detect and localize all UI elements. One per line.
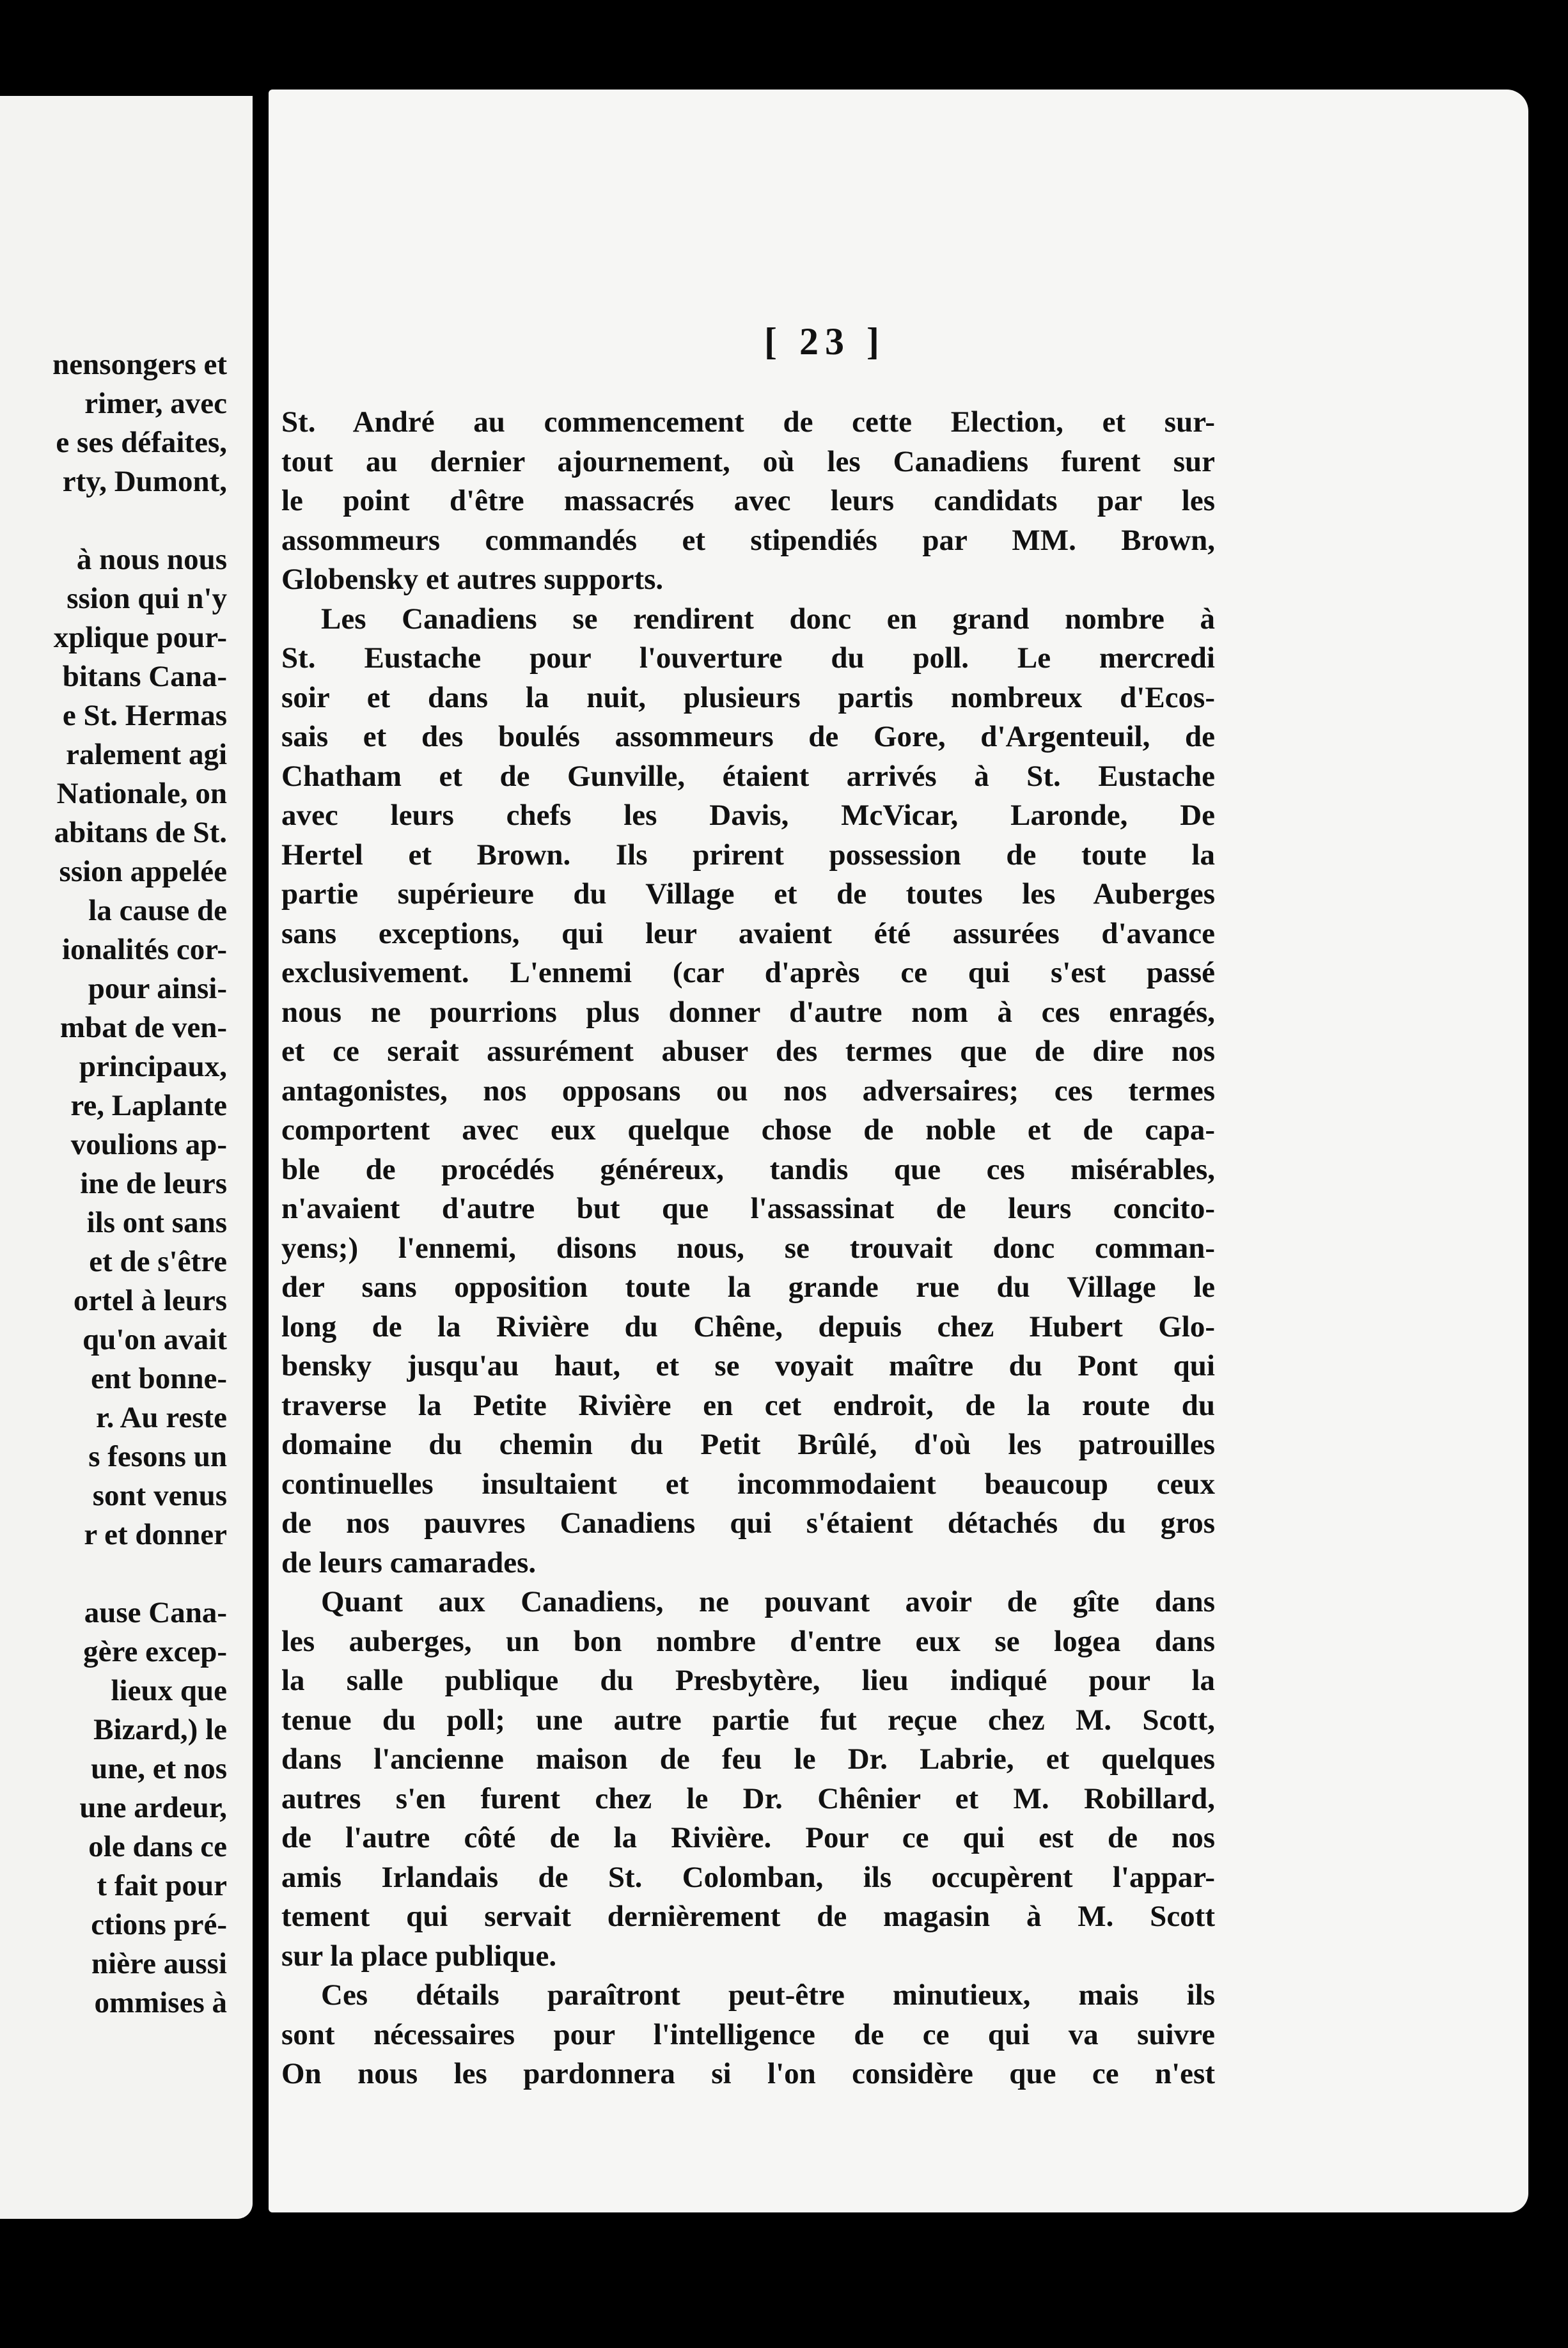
text-line: Hertel et Brown. Ils prirent possession de toute la (281, 838, 1215, 872)
left-page-text-column (52, 345, 227, 2023)
text-line: sans exceptions, qui leur avaient été assurées d'avance (281, 916, 1215, 950)
text-line: autres s'en furent chez le Dr. Chênier et M. Robillard, (281, 1781, 1215, 1815)
text-line: nous ne pourrions plus donner d'autre nom à ces enragés, (281, 995, 1215, 1029)
text-line: ole dans ce (88, 1830, 227, 1863)
text-line: lieux que (111, 1674, 227, 1707)
paragraph-start-line: Quant aux Canadiens, ne pouvant avoir de gîte dans (321, 1585, 1215, 1618)
text-line: et de s'être (89, 1245, 227, 1278)
text-line: nière aussi (91, 1947, 227, 1980)
text-line: ionalités cor- (62, 933, 227, 966)
text-line: der sans opposition toute la grande rue du Village le (281, 1271, 1215, 1304)
text-line: ctions pré- (91, 1908, 227, 1941)
text-line: On nous les pardonnera si l'on considère que ce n'est (281, 2057, 1215, 2090)
text-line: une ardeur, (79, 1791, 227, 1824)
text-line: Nationale, on (56, 777, 227, 810)
text-line: avec leurs chefs les Davis, McVicar, Laronde, De (281, 799, 1215, 832)
text-line: pour ainsi- (88, 972, 227, 1005)
text-line: la cause de (88, 894, 227, 927)
text-line: comportent avec eux quelque chose de noble et de capa- (281, 1113, 1215, 1147)
text-line: bensky jusqu'au haut, et se voyait maître du Pont qui (281, 1349, 1215, 1382)
body-text (281, 403, 1215, 2094)
text-line: Chatham et de Gunville, étaient arrivés à St. Eustache (281, 759, 1215, 793)
text-line: le point d'être massacrés avec leurs candidats par les (281, 484, 1215, 517)
text-line (52, 501, 227, 540)
text-line: exclusivement. L'ennemi (car d'après ce qui s'est passé (281, 956, 1215, 989)
text-line: mbat de ven- (59, 1011, 227, 1044)
text-line: e St. Hermas (62, 699, 227, 732)
text-line: ent bonne- (91, 1362, 227, 1395)
text-line: sais et des boulés assommeurs de Gore, d'Argenteuil, de (281, 720, 1215, 753)
text-line: sont venus (92, 1479, 227, 1512)
text-line: ssion qui n'y (67, 582, 227, 615)
text-line: Globensky et autres supports. (281, 563, 664, 596)
text-line: de nos pauvres Canadiens qui s'étaient détachés du gros (281, 1507, 1215, 1540)
text-line: rty, Dumont, (62, 465, 227, 498)
text-line: r. Au reste (96, 1401, 227, 1434)
text-line: e ses défaites, (56, 426, 227, 459)
text-line: de l'autre côté de la Rivière. Pour ce qui est de nos (281, 1821, 1215, 1854)
text-line: tenue du poll; une autre partie fut reçue chez M. Scott, (281, 1703, 1215, 1737)
text-line: n'avaient d'autre but que l'assassinat de leurs concito- (281, 1192, 1215, 1225)
text-line: domaine du chemin du Petit Brûlé, d'où les patrouilles (281, 1428, 1215, 1461)
text-line: ble de procédés généreux, tandis que ces misérables, (281, 1152, 1215, 1186)
text-line: St. André au commencement de cette Election, et sur- (281, 405, 1215, 439)
text-line: et ce serait assurément abuser des termes que de dire nos (281, 1035, 1215, 1068)
text-line: ine de leurs (80, 1167, 227, 1200)
text-line: une, et nos (91, 1752, 227, 1785)
text-line: sont nécessaires pour l'intelligence de ce qui va suivre (281, 2017, 1215, 2051)
text-line: ralement agi (66, 738, 227, 771)
text-line: les auberges, un bon nombre d'entre eux se logea dans (281, 1624, 1215, 1658)
text-line: ortel à leurs (73, 1284, 227, 1317)
text-line: r et donner (84, 1518, 227, 1551)
paragraph-start-line: Les Canadiens se rendirent donc en grand nombre à (321, 602, 1215, 636)
left-page (0, 96, 253, 2219)
text-line: ils ont sans (86, 1206, 227, 1239)
paragraph-start-line: Ces détails paraîtront peut-être minutieux, mais ils (321, 1978, 1215, 2012)
text-line: bitans Cana- (62, 660, 227, 693)
text-line: traverse la Petite Rivière en cet endroit, de la route du (281, 1388, 1215, 1422)
text-line: continuelles insultaient et incommodaient beaucoup ceux (281, 1467, 1215, 1501)
text-line: antagonistes, nos opposans ou nos adversaires; ces termes (281, 1074, 1215, 1107)
text-line: nensongers et (52, 348, 227, 381)
text-line: re, Laplante (70, 1089, 227, 1122)
text-line: partie supérieure du Village et de toutes les Auberges (281, 877, 1215, 911)
text-line: sur la place publique. (281, 1939, 557, 1973)
text-line: s fesons un (88, 1440, 227, 1473)
text-line: de leurs camarades. (281, 1546, 537, 1579)
text-line: qu'on avait (82, 1323, 227, 1356)
text-line: abitans de St. (54, 816, 227, 849)
text-line: la salle publique du Presbytère, lieu indiqué pour la (281, 1664, 1215, 1697)
text-line: Bizard,) le (93, 1713, 227, 1746)
text-line: assommeurs commandés et stipendiés par MM. Brown, (281, 523, 1215, 557)
text-line: ommises à (94, 1986, 227, 2019)
text-line: tout au dernier ajournement, où les Canadiens furent sur (281, 444, 1215, 478)
text-line: soir et dans la nuit, plusieurs partis nombreux d'Ecos- (281, 680, 1215, 714)
text-line: rimer, avec (84, 387, 227, 420)
text-line: gère excep- (83, 1635, 227, 1668)
right-page (269, 90, 1528, 2212)
page-number: [ 23 ] (764, 320, 886, 363)
text-line: ause Cana- (84, 1596, 227, 1629)
text-line: yens;) l'ennemi, disons nous, se trouvait donc comman- (281, 1231, 1215, 1265)
text-line: amis Irlandais de St. Colomban, ils occupèrent l'appar- (281, 1860, 1215, 1894)
text-line (52, 1554, 227, 1593)
text-line: t fait pour (97, 1869, 227, 1902)
text-line: ssion appelée (59, 855, 227, 888)
text-line: long de la Rivière du Chêne, depuis chez Hubert Glo- (281, 1310, 1215, 1343)
text-line: tement qui servait dernièrement de magasin à M. Scott (281, 1900, 1215, 1933)
text-line: xplique pour- (53, 621, 227, 654)
text-line: dans l'ancienne maison de feu le Dr. Labrie, et quelques (281, 1742, 1215, 1776)
text-line: St. Eustache pour l'ouverture du poll. Le mercredi (281, 641, 1215, 675)
text-line: voulions ap- (70, 1128, 227, 1161)
text-line: principaux, (79, 1050, 227, 1083)
text-line: à nous nous (76, 543, 227, 576)
